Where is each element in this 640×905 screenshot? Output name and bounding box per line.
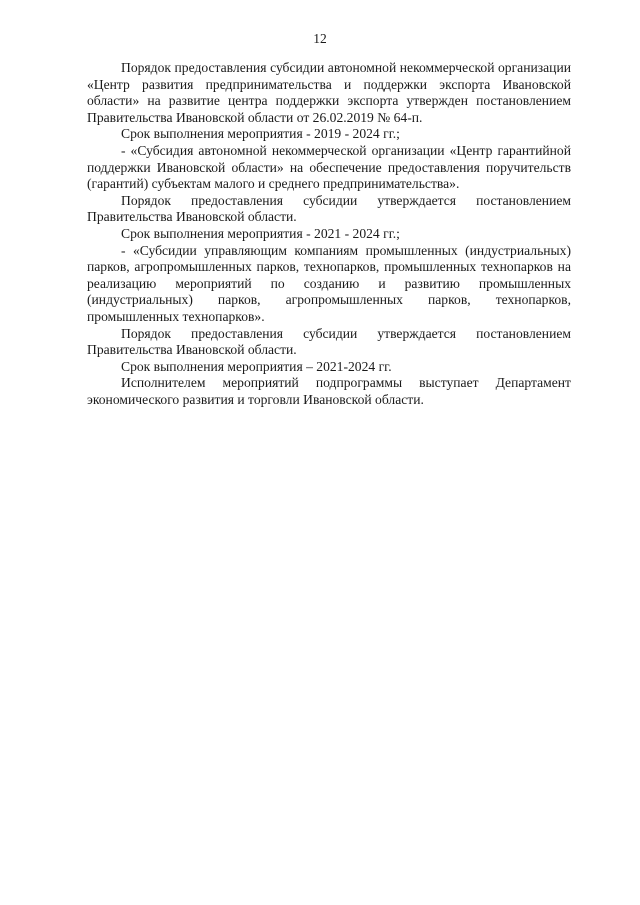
paragraph-guarantee-support-subsidy: - «Субсидия автономной некоммерческой организации «Центр гарантийной поддержки Ивановской области» на обеспечение предоставления поручительств (гарантий) субъектам малого и среднего предпринимательства».: [87, 142, 571, 192]
paragraph-subsidy-procedure-2: Порядок предоставления субсидии утверждается постановлением Правительства Ивановской области.: [87, 325, 571, 358]
paragraph-export-center-subsidy: Порядок предоставления субсидии автономной некоммерческой организации «Центр развития предпринимательства и поддержки экспорта Ивановской области» на развитие центра поддержки экспорта утвержден постановлением Правительства Ивановской области от 26.02.2019 № 64-п.: [87, 60, 571, 125]
document-body: [87, 60, 571, 408]
paragraph-term-2019-2024: Срок выполнения мероприятия - 2019 - 2024 гг.;: [121, 126, 400, 142]
paragraph-term-2021-2024: Срок выполнения мероприятия - 2021 - 2024 гг.;: [121, 225, 400, 241]
paragraph-subsidy-procedure: Порядок предоставления субсидии утверждается постановлением Правительства Ивановской области.: [87, 192, 571, 225]
paragraph-executor: Исполнителем мероприятий подпрограммы выступает Департамент экономического развития и торговли Ивановской области.: [87, 375, 571, 407]
paragraph-industrial-parks-subsidy: - «Субсидии управляющим компаниям промышленных (индустриальных) парков, агропромышленных парков, технопарков, промышленных технопарков на реализацию мероприятий по созданию и развитию промышленных (индустриальных) парков, агропромышленных парков, технопарков, промышленных технопарков».: [87, 242, 571, 324]
paragraph-term-2021-2024-final: Срок выполнения мероприятия – 2021-2024 гг.: [121, 358, 392, 374]
page-number: 12: [313, 31, 327, 46]
